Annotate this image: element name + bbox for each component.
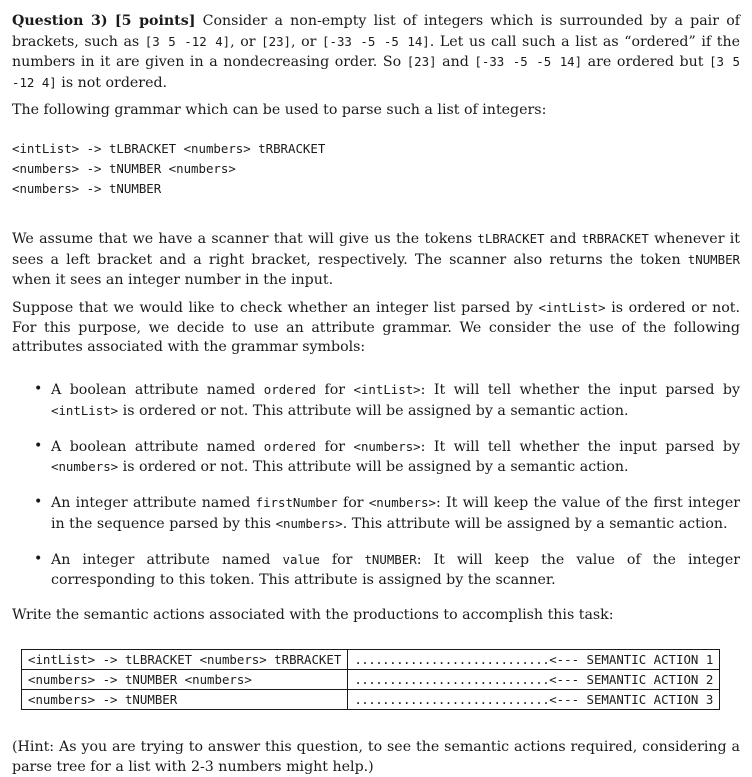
text: is ordered or not. This attribute will be assigned by a semantic action. [118, 402, 629, 419]
table-row [22, 670, 720, 690]
code: ordered [263, 381, 316, 397]
intro-text: is not ordered. [56, 74, 168, 91]
attribute-item [34, 550, 740, 590]
grammar-intro: The following grammar which can be used to parse such a list of integers: [12, 102, 547, 119]
text: when it sees an integer number in the input. [12, 271, 334, 288]
purpose-paragraph [12, 298, 740, 358]
intro-text: , or [291, 33, 323, 50]
action-label: <--- SEMANTIC ACTION 3 [549, 690, 720, 710]
production-cell: <intList> -> tLBRACKET <numbers> tRBRACKET [22, 650, 348, 670]
hint-paragraph: (Hint: As you are trying to answer this question, to see the semantic actions required, considering a parse tree for a list with 2-3 numbers might help.) [12, 739, 740, 775]
example-list: [-33 -5 -5 14] [322, 33, 430, 49]
text: : It will keep the value of the first integer in the sequence parsed by this [51, 495, 740, 532]
text: is ordered or not. This attribute will be assigned by a semantic action. [118, 459, 629, 476]
intro-text: are ordered but [582, 54, 710, 71]
text: An integer attribute named [51, 495, 256, 512]
code: <numbers> [51, 459, 119, 475]
example-list: [-33 -5 -5 14] [474, 54, 583, 70]
table-row [22, 690, 720, 710]
grammar-rule: <numbers> -> tNUMBER [12, 180, 162, 196]
intro-text: and [436, 54, 475, 71]
text: whenever it sees a left bracket and a right bracket, respectively. The scanner also returns the token [12, 231, 740, 268]
answer-blank[interactable]: ............................ [348, 650, 549, 670]
text: . This attribute will be assigned by a semantic action. [342, 515, 728, 532]
attribute-list [12, 380, 740, 590]
answer-blank[interactable]: ............................ [348, 690, 549, 710]
code: tNUMBER [364, 551, 417, 567]
task-paragraph: Write the semantic actions associated with the productions to accomplish this task: [12, 606, 614, 623]
attribute-item [34, 493, 740, 534]
text: A boolean attribute named [51, 381, 264, 398]
text: An integer attribute named [51, 551, 283, 568]
bullet-icon: • [34, 437, 43, 454]
text: for [316, 381, 354, 398]
code: <numbers> [353, 438, 421, 454]
bullet-icon: • [34, 494, 43, 511]
bullet-icon: • [34, 380, 43, 397]
nonterminal: <intList> [538, 300, 606, 316]
question-points: [5 points] [114, 13, 196, 29]
code: firstNumber [255, 495, 338, 511]
attribute-item [34, 380, 740, 421]
code: <numbers> [368, 495, 436, 511]
code: <intList> [353, 381, 421, 397]
grammar-rule: <intList> -> tLBRACKET <numbers> tRBRACKET [12, 140, 326, 156]
token: tLBRACKET [477, 231, 545, 247]
text: : It will tell whether the input parsed by [420, 438, 740, 455]
intro-text: Consider a non-empty list of integers which is surrounded by a pair of brackets, such as [12, 13, 740, 50]
question-label: Question 3) [12, 13, 108, 29]
grammar-block [12, 139, 740, 198]
text: A boolean attribute named [51, 438, 264, 455]
action-label: <--- SEMANTIC ACTION 2 [549, 670, 720, 690]
code: <numbers> [275, 515, 343, 531]
scanner-paragraph [12, 229, 740, 290]
production-cell: <numbers> -> tNUMBER <numbers> [22, 670, 348, 690]
intro-text: , or [230, 33, 262, 50]
bullet-icon: • [34, 550, 43, 567]
text: for [316, 438, 354, 455]
example-list: [23] [261, 33, 291, 49]
token: tNUMBER [687, 251, 740, 267]
grammar-rule: <numbers> -> tNUMBER <numbers> [12, 160, 236, 176]
token: tRBRACKET [581, 231, 649, 247]
code: value [282, 551, 320, 567]
text: : It will keep the value of the integer corresponding to this token. This attribute is assigned by the scanner. [51, 551, 740, 588]
text: is ordered or not. For this purpose, we decide to use an attribute grammar. We consider the use of the following attributes associated with the grammar symbols: [12, 300, 740, 356]
text: Suppose that we would like to check whether an integer list parsed by [12, 300, 539, 317]
code: <intList> [51, 402, 119, 418]
text: for [319, 551, 365, 568]
example-list: [23] [406, 54, 437, 70]
attribute-item [34, 437, 740, 478]
production-cell: <numbers> -> tNUMBER [22, 690, 348, 710]
action-label: <--- SEMANTIC ACTION 1 [549, 650, 720, 670]
intro-text: . Let us call such a list as “ordered” if the numbers in it are given in a nondecreasing order. So [12, 33, 740, 71]
table-row [22, 650, 720, 670]
answer-blank[interactable]: ............................ [348, 670, 549, 690]
code: ordered [263, 438, 316, 454]
text: : It will tell whether the input parsed by [420, 381, 740, 398]
semantic-actions-table [21, 649, 720, 710]
text: and [544, 231, 582, 248]
example-list: [3 5 -12 4] [12, 54, 740, 90]
text: for [337, 495, 369, 512]
question-intro [12, 12, 740, 93]
example-list: [3 5 -12 4] [144, 33, 231, 49]
text: We assume that we have a scanner that will give us the tokens [12, 231, 478, 248]
